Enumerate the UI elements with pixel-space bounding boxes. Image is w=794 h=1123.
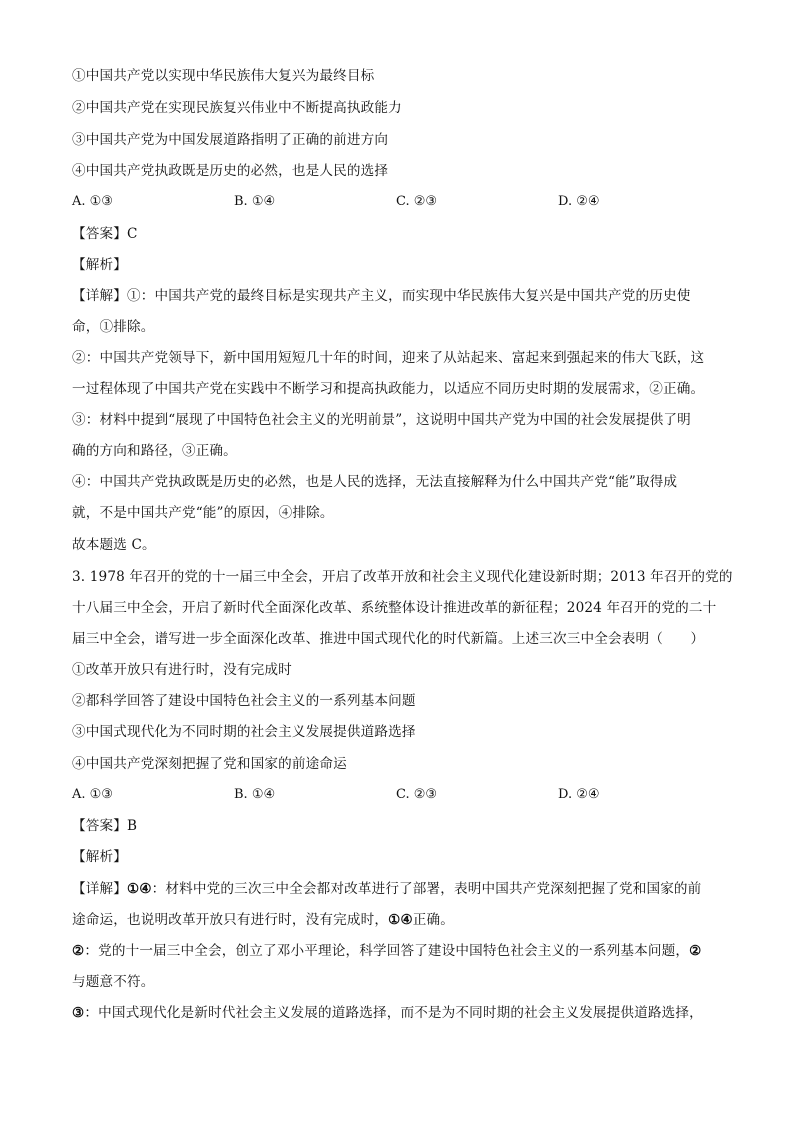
q3-answer: 【答案】B — [72, 818, 138, 834]
detail-text: 正确。 — [412, 912, 455, 928]
q3-statement-3: ③中国式现代化为不同时期的社会主义发展提供道路选择 — [72, 724, 416, 740]
q2-answer: 【答案】C — [72, 226, 138, 242]
q3-detail-line-1 — [72, 879, 701, 899]
q2-detail-line-3: ②：中国共产党领导下，新中国用短短几十年的时间，迎来了从站起来、富起来到强起来的伟大飞跃，这 — [72, 350, 705, 366]
q3-option-a: A. ①③ — [72, 787, 113, 802]
q2-option-c: C. ②③ — [396, 194, 438, 209]
q2-analysis-label: 【解析】 — [72, 257, 127, 273]
q2-conclusion: 故本题选 C。 — [72, 537, 156, 553]
q3-stem-line-3: 届三中全会，谱写进一步全面深化改革、推进中国式现代化的时代新篇。上述三次三中全会表明（ ） — [72, 631, 705, 647]
q2-option-a: A. ①③ — [72, 194, 113, 209]
q3-detail-line-3 — [72, 941, 701, 961]
q3-detail-line-5 — [72, 1003, 703, 1023]
detail-text: 途命运，也说明改革开放只有进行时，没有完成时， — [72, 912, 389, 928]
q3-detail-line-4: 与题意不符。 — [72, 974, 155, 990]
q2-detail-line-7: ④：中国共产党执政既是历史的必然，也是人民的选择，无法直接解释为什么中国共产党“能”取得成 — [72, 474, 678, 490]
q3-statement-1: ①改革开放只有进行时，没有完成时 — [72, 662, 292, 678]
q3-analysis-label: 【解析】 — [72, 849, 127, 865]
q3-option-c: C. ②③ — [396, 787, 438, 802]
q2-detail-line-6: 确的方向和路径，③正确。 — [72, 443, 237, 459]
statement-ref: ② — [689, 943, 702, 959]
q3-stem-line-2: 十八届三中全会，开启了新时代全面深化改革、系统整体设计推进改革的新征程；2024 年召开的党的二十 — [72, 600, 717, 616]
q3-statement-4: ④中国共产党深刻把握了党和国家的前途命运 — [72, 756, 347, 772]
detail-text: ：党的十一届三中全会，创立了邓小平理论，科学回答了建设中国特色社会主义的一系列基本问题， — [84, 943, 690, 959]
q2-statement-1: ①中国共产党以实现中华民族伟大复兴为最终目标 — [72, 68, 375, 84]
q3-stem-line-1: 3. 1978 年召开的党的十一届三中全会，开启了改革开放和社会主义现代化建设新时期；2013 年召开的党的 — [72, 569, 733, 585]
statement-ref: ①④ — [388, 912, 413, 928]
q2-statement-3: ③中国共产党为中国发展道路指明了正确的前进方向 — [72, 132, 389, 148]
q3-option-b: B. ①④ — [234, 787, 276, 802]
q2-detail-line-8: 就，不是中国共产党“能”的原因，④排除。 — [72, 505, 334, 521]
q2-detail-line-2: 命，①排除。 — [72, 319, 155, 335]
detail-label: 【详解】 — [72, 881, 127, 897]
q2-option-d: D. ②④ — [558, 194, 600, 209]
statement-ref: ② — [72, 943, 85, 959]
q2-detail-line-4: 一过程体现了中国共产党在实践中不断学习和提高执政能力，以适应不同历史时期的发展需求，②正确。 — [72, 381, 705, 397]
statement-ref: ①④ — [126, 881, 152, 897]
detail-text: ：材料中党的三次三中全会都对改革进行了部署，表明中国共产党深刻把握了党和国家的前 — [151, 881, 702, 897]
q3-option-d: D. ②④ — [558, 787, 600, 802]
q2-option-b: B. ①④ — [234, 194, 276, 209]
detail-text: ：中国式现代化是新时代社会主义发展的道路选择，而不是为不同时期的社会主义发展提供道路选择， — [84, 1005, 703, 1021]
q2-statement-2: ②中国共产党在实现民族复兴伟业中不断提高执政能力 — [72, 100, 402, 116]
q3-statement-2: ②都科学回答了建设中国特色社会主义的一系列基本问题 — [72, 693, 416, 709]
q2-statement-4: ④中国共产党执政既是历史的必然，也是人民的选择 — [72, 163, 389, 179]
q2-detail-line-1: 【详解】①：中国共产党的最终目标是实现共产主义，而实现中华民族伟大复兴是中国共产党的历史使 — [72, 288, 691, 304]
q2-detail-line-5: ③：材料中提到“展现了中国特色社会主义的光明前景”，这说明中国共产党为中国的社会发展提供了明 — [72, 412, 691, 428]
statement-ref: ③ — [72, 1005, 85, 1021]
q3-detail-line-2 — [72, 910, 454, 930]
